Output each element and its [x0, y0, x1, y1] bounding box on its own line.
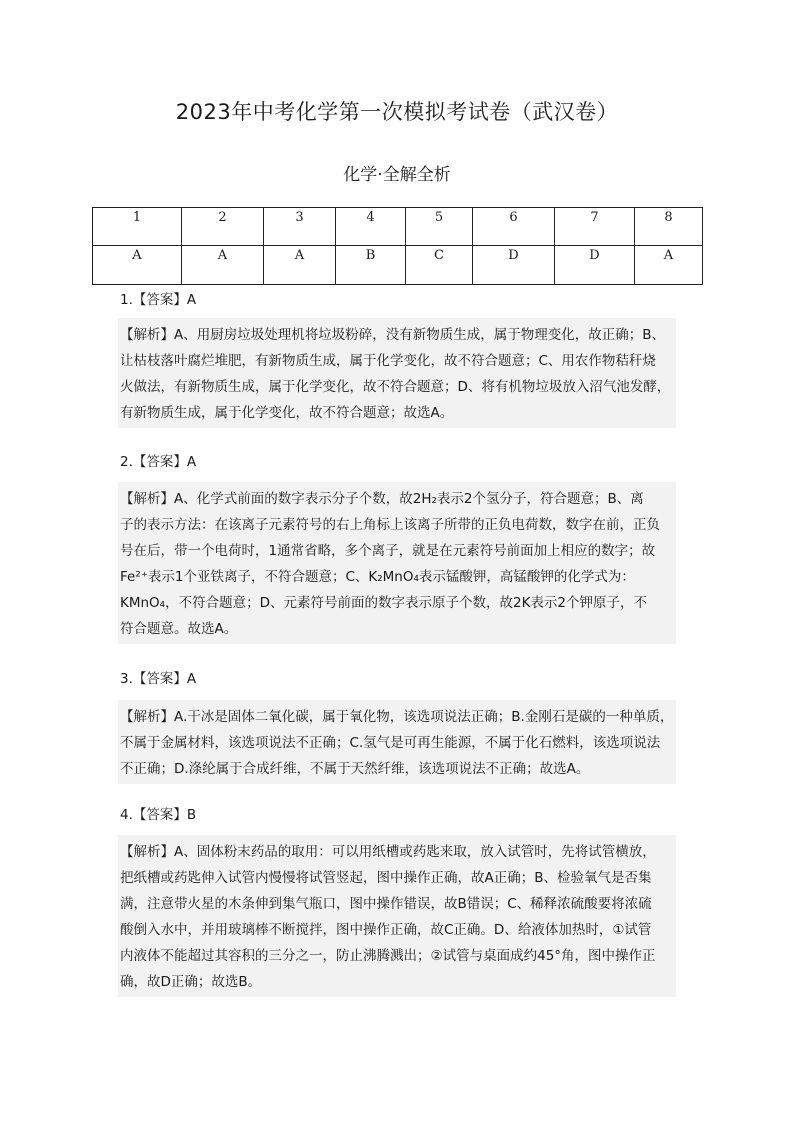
analysis-line: 让枯枝落叶腐烂堆肥，有新物质生成，属于化学变化，故不符合题意；C、用农作物秸秆烧 [120, 353, 656, 369]
answer-cell: A [264, 246, 336, 285]
analysis-line: 【解析】A、化学式前面的数字表示分子个数，故2H₂表示2个氢分子，符合题意；B、离 [120, 491, 644, 507]
question-number-cell: 8 [635, 208, 703, 246]
analysis-line: 子的表示方法：在该离子元素符号的右上角标上该离子所带的正负电荷数，数字在前，正负 [120, 517, 660, 533]
analysis-line: 满，注意带火星的木条伸到集气瓶口，图中操作错误，故B错误；C、稀释浓硫酸要将浓硫 [120, 896, 652, 912]
question-number-cell: 1 [93, 208, 182, 246]
answer-cell: D [473, 246, 555, 285]
answer-label-4: 4.【答案】B [120, 807, 197, 823]
answer-label-3: 3.【答案】A [120, 671, 197, 687]
analysis-line: 把纸槽或药匙伸入试管内慢慢将试管竖起，图中操作正确，故A正确；B、检验氧气是否集 [120, 870, 652, 886]
answer-label-1: 1.【答案】A [120, 292, 197, 308]
answer-cell: A [93, 246, 182, 285]
analysis-line: 不属于金属材料，该选项说法不正确；C.氢气是可再生能源，不属于化石燃料，该选项说法 [120, 735, 661, 751]
analysis-block-1 [118, 318, 676, 428]
answer-label-2: 2.【答案】A [120, 454, 197, 470]
analysis-block-2 [118, 482, 676, 644]
analysis-line: 内液体不能超过其容积的三分之一，防止沸腾溅出；②试管与桌面成约45°角，图中操作正 [120, 948, 656, 964]
analysis-line: 酸倒入水中，并用玻璃棒不断搅拌，图中操作正确，故C正确。D、给液体加热时，①试管 [120, 922, 652, 938]
analysis-line: 有新物质生成，属于化学变化，故不符合题意；故选A。 [120, 405, 454, 421]
analysis-block-4 [118, 835, 676, 997]
analysis-line: 【解析】A、固体粉末药品的取用：可以用纸槽或药匙来取，放入试管时，先将试管横放， [120, 844, 656, 860]
question-number-cell: 5 [406, 208, 473, 246]
answer-table-number-row [93, 208, 703, 246]
question-number-cell: 7 [555, 208, 635, 246]
analysis-line: KMnO₄，不符合题意；D、元素符号前面的数字表示原子个数，故2K表示2个钾原子，不 [120, 595, 648, 611]
answer-cell: B [336, 246, 406, 285]
analysis-line: Fe²⁺表示1个亚铁离子，不符合题意；C、K₂MnO₄表示锰酸钾，高锰酸钾的化学式为： [120, 569, 635, 585]
answer-cell: C [406, 246, 473, 285]
analysis-line: 号在后，带一个电荷时，1通常省略，多个离子，就是在元素符号前面加上相应的数字；故 [120, 543, 656, 559]
page-title: 2023年中考化学第一次模拟考试卷（武汉卷） [175, 100, 619, 124]
question-number-cell: 4 [336, 208, 406, 246]
question-number-cell: 2 [182, 208, 264, 246]
answer-cell: A [635, 246, 703, 285]
answer-table [92, 207, 703, 285]
question-number-cell: 3 [264, 208, 336, 246]
answer-table-answer-row [93, 246, 703, 285]
analysis-block-3 [118, 700, 676, 784]
analysis-line: 符合题意。故选A。 [120, 621, 238, 637]
analysis-line: 确，故D正确；故选B。 [120, 974, 262, 990]
analysis-line: 【解析】A.干冰是固体二氧化碳，属于氧化物，该选项说法正确；B.金刚石是碳的一种单质， [120, 709, 674, 725]
analysis-line: 【解析】A、用厨房垃圾处理机将垃圾粉碎，没有新物质生成，属于物理变化，故正确；B、 [120, 327, 665, 343]
analysis-line: 火做法，有新物质生成，属于化学变化，故不符合题意；D、将有机物垃圾放入沼气池发酵， [120, 379, 671, 395]
page-subtitle: 化学·全解全析 [343, 165, 451, 185]
answer-cell: A [182, 246, 264, 285]
answer-cell: D [555, 246, 635, 285]
analysis-line: 不正确；D.涤纶属于合成纤维，不属于天然纤维，该选项说法不正确；故选A。 [120, 761, 590, 777]
question-number-cell: 6 [473, 208, 555, 246]
